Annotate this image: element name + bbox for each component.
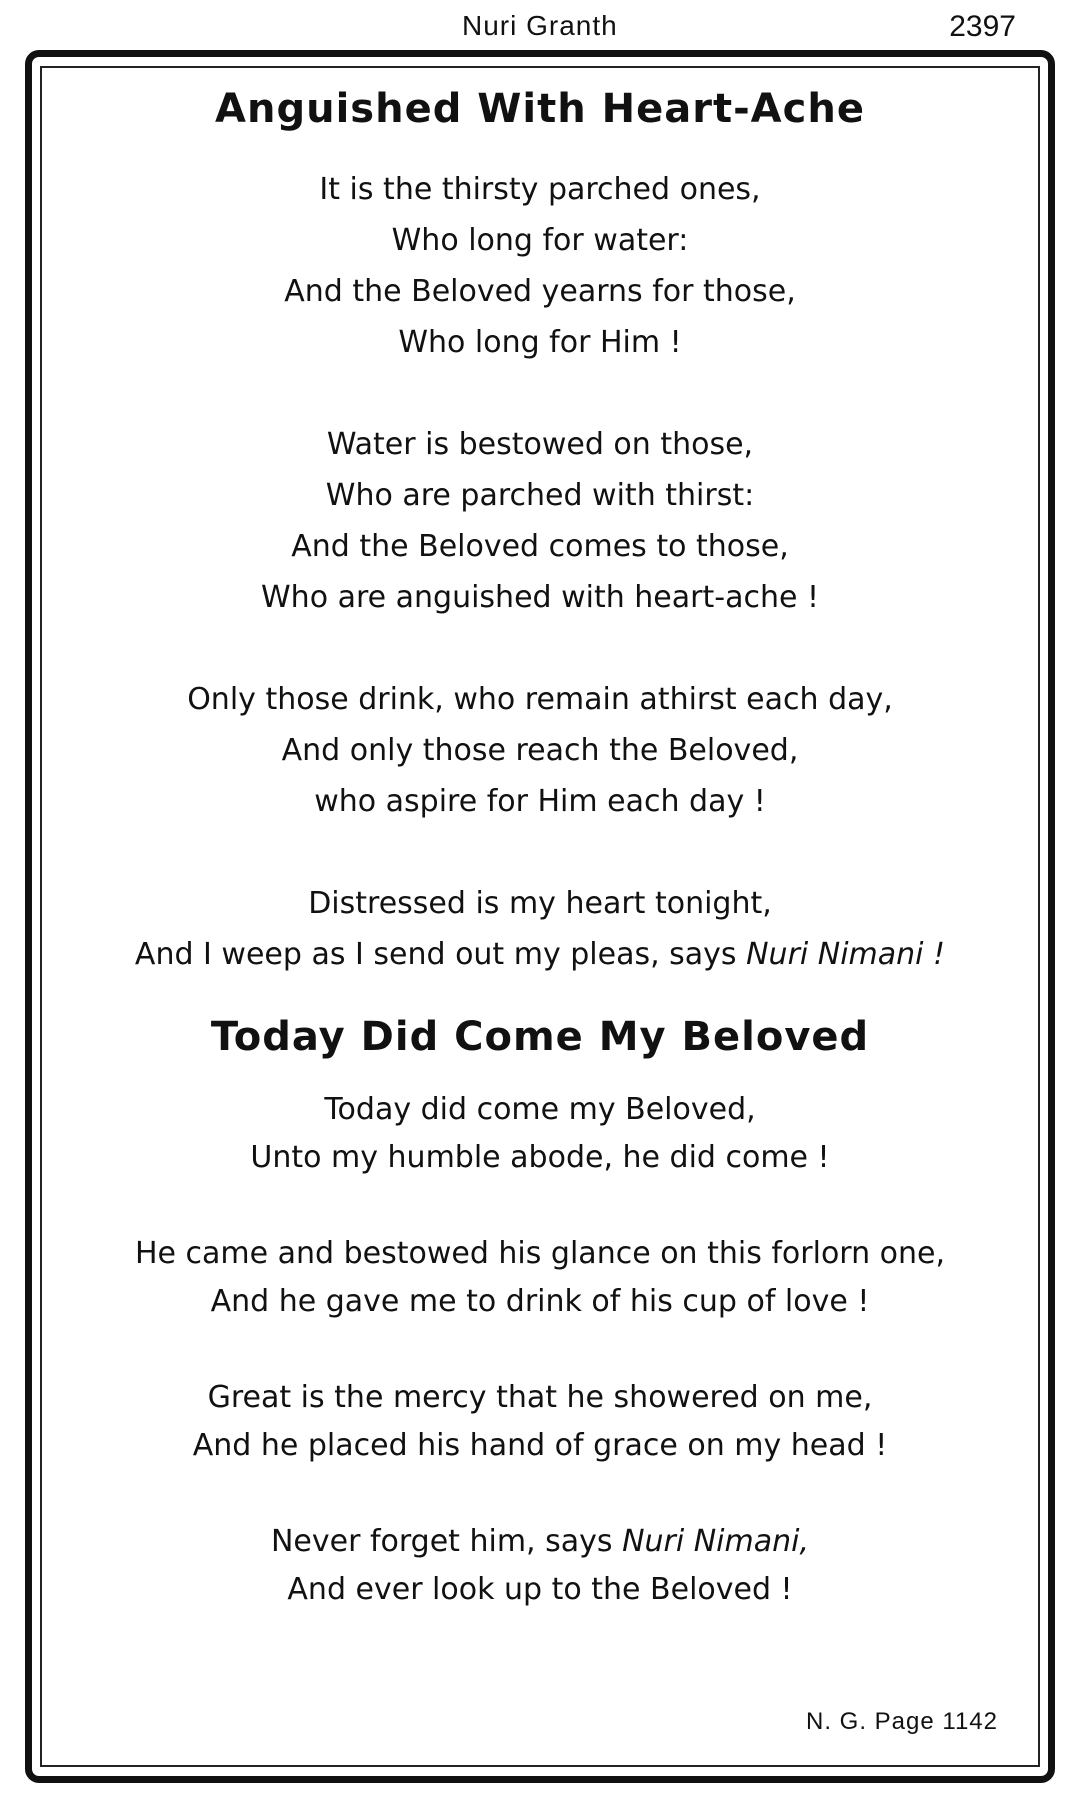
- poem-line: It is the thirsty parched ones,: [319, 172, 761, 207]
- poem-line: Who long for Him !: [398, 325, 682, 360]
- poem-line: Great is the mercy that he showered on me,: [207, 1380, 873, 1415]
- poem-line: And the Beloved comes to those,: [291, 529, 789, 564]
- poem-title-2: Today Did Come My Beloved: [210, 1014, 870, 1060]
- poet-signature: Nuri Nimani !: [746, 937, 946, 972]
- poem-line: Water is bestowed on those,: [326, 427, 754, 462]
- book-title: Nuri Granth: [462, 10, 618, 41]
- poem-line: [40, 929, 1040, 980]
- poem-line: And only those reach the Beloved,: [281, 733, 799, 768]
- poem2-stanza-2: [40, 1230, 1040, 1326]
- poem-line: Today did come my Beloved,: [324, 1092, 756, 1127]
- page-header: [0, 0, 1080, 50]
- poem1-stanza-1: [40, 164, 1040, 368]
- poet-signature: Nuri Nimani,: [622, 1524, 810, 1559]
- poem-line: who aspire for Him each day !: [314, 784, 766, 819]
- poem-line: [40, 1518, 1040, 1566]
- poem-line: Who are anguished with heart-ache !: [261, 580, 819, 615]
- poem1-stanza-4: [40, 878, 1040, 980]
- poem-line-text: And I weep as I send out my pleas, says: [134, 937, 737, 972]
- poem-content: [40, 66, 1040, 1614]
- poem-line: And he gave me to drink of his cup of love !: [210, 1284, 870, 1319]
- poem-line: Unto my humble abode, he did come !: [250, 1140, 830, 1175]
- poem-line: Distressed is my heart tonight,: [308, 886, 772, 921]
- poem-line: Only those drink, who remain athirst each day,: [187, 682, 893, 717]
- poem-line: He came and bestowed his glance on this forlorn one,: [134, 1236, 946, 1271]
- poem1-stanza-3: [40, 674, 1040, 827]
- page-number: 2397: [949, 10, 1016, 43]
- poem-line: Who long for water:: [391, 223, 689, 258]
- poem-line-text: Never forget him, says: [270, 1524, 613, 1559]
- poem2-stanza-1: [40, 1086, 1040, 1182]
- poem2-stanza-4: [40, 1518, 1040, 1614]
- poem-line: And he placed his hand of grace on my head !: [192, 1428, 888, 1463]
- poem-line: And ever look up to the Beloved !: [287, 1572, 793, 1607]
- poem-title-1: Anguished With Heart-Ache: [215, 86, 865, 132]
- page-reference: N. G. Page 1142: [806, 1708, 998, 1735]
- poem1-stanza-2: [40, 419, 1040, 623]
- poem2-stanza-3: [40, 1374, 1040, 1470]
- poem-line: Who are parched with thirst:: [325, 478, 755, 513]
- poem-line: And the Beloved yearns for those,: [284, 274, 796, 309]
